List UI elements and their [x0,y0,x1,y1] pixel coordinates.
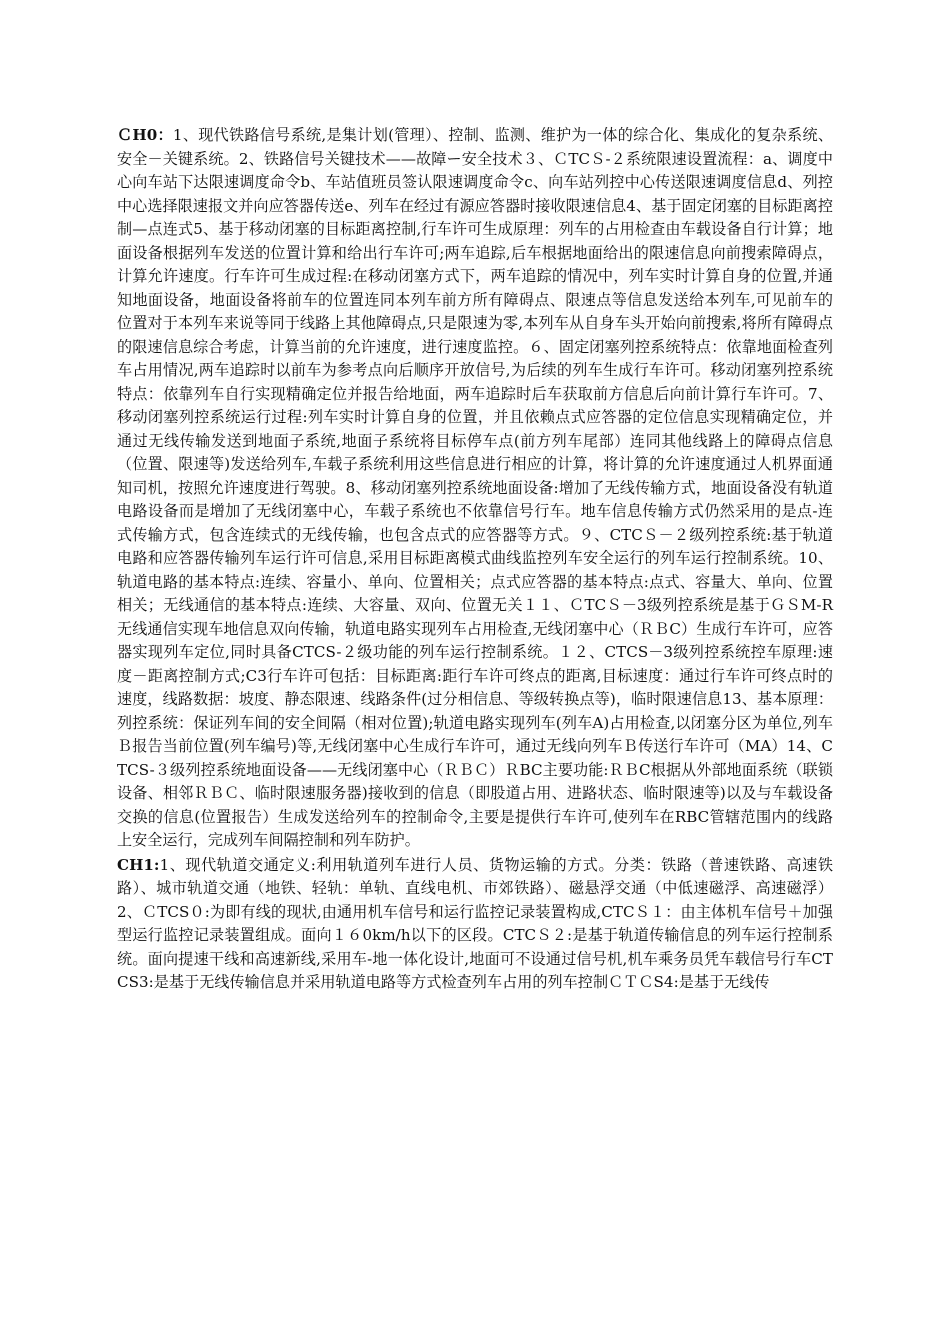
section-heading-ch0: ＣH0： [117,126,173,144]
paragraph-ch1 [117,854,833,995]
paragraph-ch0 [117,124,833,853]
document-page [117,124,833,995]
section-heading-ch1: CH1: [117,855,160,874]
paragraph-body-ch0: 1、现代铁路信号系统,是集计划(管理）、控制、监测、维护为一体的综合化、集成化的复杂系统、安全－关键系统。2、铁路信号关键技术——故障ー安全技术３、ＣTCＳ-２系统限速设置流程：a、调度中心向车站下达限速调度命令b、车站值班员签认限速调度命令c、向车站列控中心传送限速调度信息d、列控中心选择限速报文并向应答器传送e、列车在经过有源应答器时接收限速信息4、基于固定闭塞的目标距离控制—点连式5、基于移动闭塞的目标距离控制,行车许可生成原理：列车的占用检查由车载设备自行计算；地面设备根据列车发送的位置计算和给出行车许可;两车追踪,后车根据地面给出的限速信息向前搜索障碍点，计算允许速度。行车许可生成过程:在移动闭塞方式下，两车追踪的情况中，列车实时计算自身的位置,并通知地面设备，地面设备将前车的位置连同本列车前方所有障碍点、限速点等信息发送给本列车,可见前车的位置对于本列车来说等同于线路上其他障碍点,只是限速为零,本列车从自身车头开始向前搜索,将所有障碍点的限速信息综合考虑，计算当前的允许速度，进行速度监控。６、固定闭塞列控系统特点：依靠地面检查列车占用情况,两车追踪时以前车为参考点向后顺序开放信号,为后续的列车生成行车许可。移动闭塞列控系统特点：依靠列车自行实现精确定位并报告给地面，两车追踪时后车获取前方信息后向前计算行车许可。7、移动闭塞列控系统运行过程:列车实时计算自身的位置，并且依赖点式应答器的定位信息实现精确定位，并通过无线传输发送到地面子系统,地面子系统将目标停车点(前方列车尾部）连同其他线路上的障碍点信息（位置、限速等)发送给列车,车载子系统利用这些信息进行相应的计算，将计算的允许速度通过人机界面通知司机，按照允许速度进行驾驶。8、移动闭塞列控系统地面设备:增加了无线传输方式，地面设备没有轨道电路设备而是增加了无线闭塞中心，车载子系统也不依靠信号行车。地车信息传输方式仍然采用的是点-连式传输方式，包含连续式的无线传输，也包含点式的应答器等方式。９、CTCＳ－２级列控系统:基于轨道电路和应答器传输列车运行许可信息,采用目标距离模式曲线监控列车安全运行的列车运行控制系统。10、轨道电路的基本特点:连续、容量小、单向、位置相关；点式应答器的基本特点:点式、容量大、单向、位置相关；无线通信的基本特点:连续、大容量、双向、位置无关１１、ＣTCＳ－3级列控系统是基于ＧＳM-R无线通信实现车地信息双向传输，轨道电路实现列车占用检查,无线闭塞中心（ＲＢC）生成行车许可，应答器实现列车定位,同时具备CTCS-２级功能的列车运行控制系统。１２、CTCS－3级列控系统控车原理:速度－距离控制方式;C3行车许可包括：目标距离:距行车许可终点的距离,目标速度：通过行车许可终点时的速度，线路数据：坡度、静态限速、线路条件(过分相信息、等级转换点等)，临时限速信息13、基本原理：列控系统：保证列车间的安全间隔（相对位置);轨道电路实现列车(列车A)占用检查,以闭塞分区为单位,列车Ｂ报告当前位置(列车编号)等,无线闭塞中心生成行车许可，通过无线向列车Ｂ传送行车许可（MA）14、CTCS-３级列控系统地面设备——无线闭塞中心（ＲＢＣ）ＲBC主要功能:ＲＢC根据从外部地面系统（联锁设备、相邻ＲＢＣ、临时限速服务器)接收到的信息（即股道占用、进路状态、临时限速等)以及与车载设备交换的信息(位置报告）生成发送给列车的控制命令,主要是提供行车许可,使列车在RBC管辖范围内的线路上安全运行，完成列车间隔控制和列车防护。 [117,126,833,849]
paragraph-body-ch1: 1、现代轨道交通定义:利用轨道列车进行人员、货物运输的方式。分类：铁路（普速铁路、高速铁路）、城市轨道交通（地铁、轻轨：单轨、直线电机、市郊铁路）、磁悬浮交通（中低速磁浮、高速磁浮）2、ＣTCS０:为即有线的现状,由通用机车信号和运行监控记录装置构成,CTCＳ１：由主体机车信号＋加强型运行监控记录装置组成。面向１６0km/h以下的区段。CTCＳ２:是基于轨道传输信息的列车运行控制系统。面向提速干线和高速新线,采用车-地一体化设计,地面可不设通过信号机,机车乘务员凭车载信号行车CTCS3:是基于无线传输信息并采用轨道电路等方式检查列车占用的列车控制ＣＴＣS4:是基于无线传 [117,855,833,991]
